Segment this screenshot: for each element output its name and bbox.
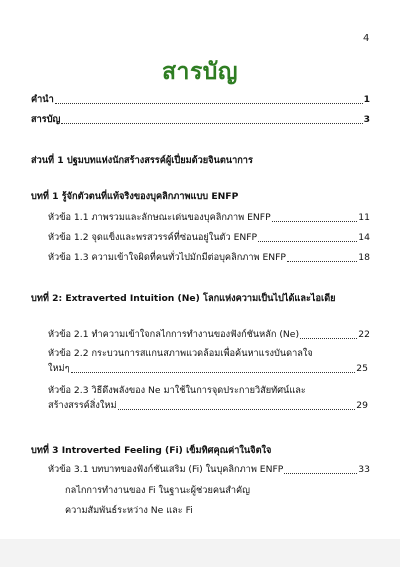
dot-leader (258, 240, 357, 242)
toc-entry-3-1[interactable] (48, 462, 370, 476)
dot-leader (118, 408, 356, 410)
page-number: 4 (363, 33, 370, 44)
toc-entry-page: 29 (356, 400, 368, 411)
toc-entry-1-3[interactable] (48, 250, 370, 264)
dot-leader (284, 472, 357, 474)
dot-leader (71, 371, 356, 373)
page-title: สารบัญ (161, 59, 238, 85)
toc-entry-label: หัวข้อ 1.3 ความเข้าใจผิดที่คนทั่วไปมักมีต่อบุคลิกภาพ ENFP (48, 252, 286, 263)
toc-entry-label-line2: ใหม่ๆ (48, 363, 70, 374)
toc-entry-contents[interactable] (31, 112, 370, 126)
toc-subitem[interactable]: ความสัมพันธ์ระหว่าง Ne และ Fi (65, 505, 193, 516)
toc-entry-label: หัวข้อ 3.1 บทบาทของฟังก์ชันเสริม (Fi) ในบุคลิกภาพ ENFP (48, 464, 284, 475)
toc-entry-label: สารบัญ (31, 114, 61, 125)
toc-entry-page: 33 (358, 464, 370, 475)
toc-entry-2-2[interactable] (48, 346, 368, 376)
toc-entry-page: 14 (358, 232, 370, 243)
toc-entry-label: หัวข้อ 1.1 ภาพรวมและลักษณะเด่นของบุคลิกภาพ ENFP (48, 212, 271, 223)
toc-entry-1-2[interactable] (48, 230, 370, 244)
toc-entry-1-1[interactable] (48, 210, 370, 224)
toc-entry-2-1[interactable] (48, 327, 370, 341)
toc-entry-label-line2: สร้างสรรค์สิ่งใหม่ (48, 400, 117, 411)
chapter1-heading[interactable]: บทที่ 1 รู้จักตัวตนที่แท้จริงของบุคลิกภาพแบบ ENFP (31, 191, 239, 202)
toc-entry-label: คำนำ (31, 94, 54, 105)
chapter2-heading[interactable]: บทที่ 2: Extraverted Intuition (Ne) โลกแห่งความเป็นไปได้และไอเดีย (31, 293, 336, 304)
toc-entry-page: 1 (363, 94, 370, 105)
dot-leader (55, 102, 363, 104)
toc-entry-label: หัวข้อ 1.2 จุดแข็งและพรสวรรค์ที่ซ่อนอยู่ในตัว ENFP (48, 232, 258, 243)
footer-band (0, 539, 400, 567)
toc-entry-label: หัวข้อ 2.1 ทำความเข้าใจกลไกการทำงานของฟังก์ชันหลัก (Ne) (48, 329, 300, 340)
toc-entry-preface[interactable] (31, 92, 370, 106)
toc-entry-label-line1: หัวข้อ 2.2 กระบวนการสแกนสภาพแวดล้อมเพื่อค้นหาแรงบันดาลใจ (48, 348, 313, 359)
dot-leader (61, 122, 362, 124)
toc-entry-2-3[interactable] (48, 383, 368, 413)
dot-leader (287, 260, 357, 262)
toc-entry-label-line1: หัวข้อ 2.3 วิธีดึงพลังของ Ne มาใช้ในการจุดประกายวิสัยทัศน์และ (48, 385, 306, 396)
dot-leader (300, 337, 357, 339)
toc-entry-page: 11 (358, 212, 370, 223)
toc-subitem[interactable]: กลไกการทำงานของ Fi ในฐานะผู้ช่วยคนสำคัญ (65, 485, 251, 496)
part1-heading[interactable]: ส่วนที่ 1 ปฐมบทแห่งนักสร้างสรรค์ผู้เปี่ยมด้วยจินตนาการ (31, 155, 253, 166)
toc-entry-page: 22 (358, 329, 370, 340)
dot-leader (272, 220, 358, 222)
toc-entry-page: 18 (358, 252, 370, 263)
toc-entry-page: 3 (363, 114, 370, 125)
chapter3-heading[interactable]: บทที่ 3 Introverted Feeling (Fi) เข็มทิศคุณค่าในจิตใจ (31, 445, 272, 456)
toc-entry-page: 25 (356, 363, 368, 374)
